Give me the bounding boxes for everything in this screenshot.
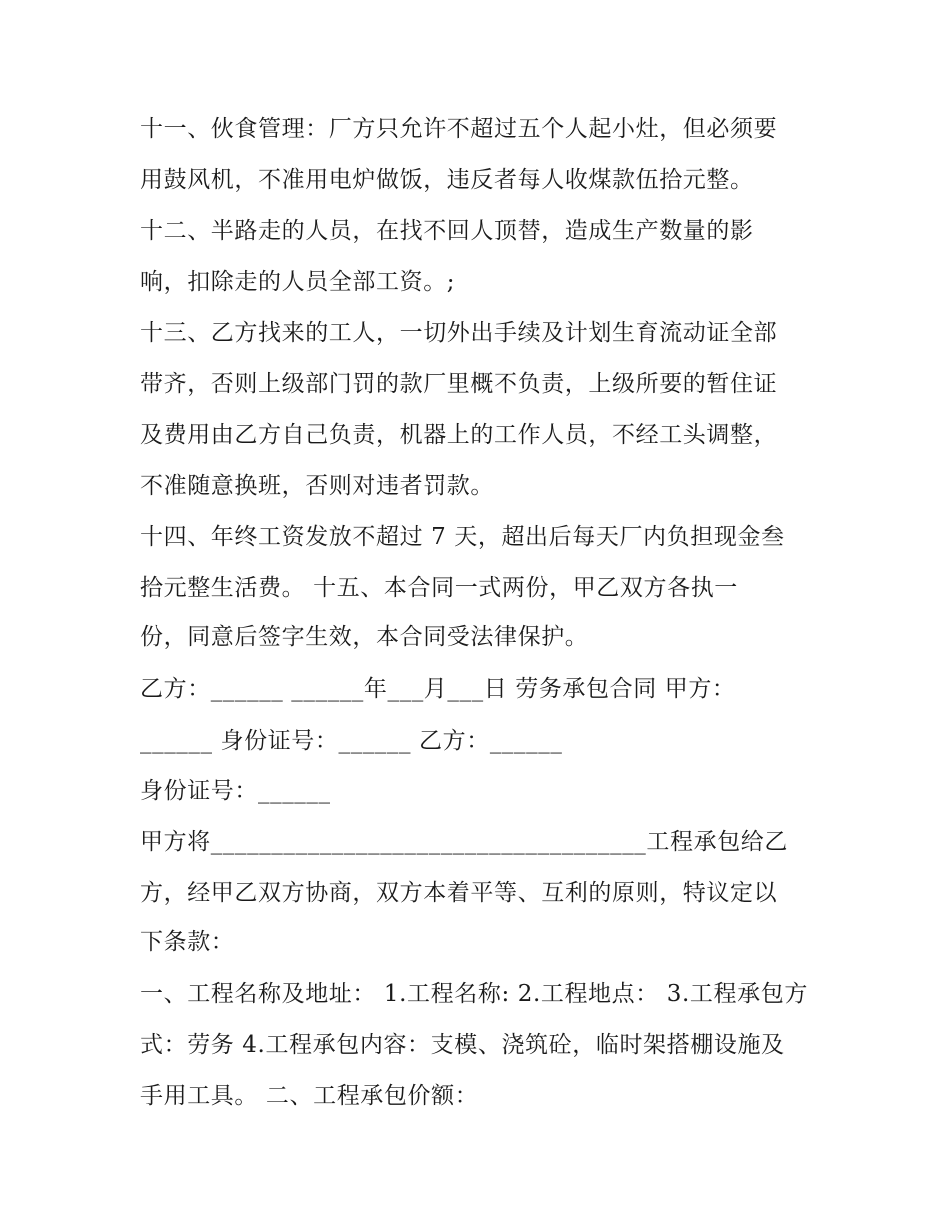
signature-line-id-number: 身份证号：______ [140,778,331,804]
text-line: 带齐，否则上级部门罚的款厂里概不负责，上级所要的暂住证 [140,371,778,397]
text-line: 方，经甲乙双方协商，双方本着平等、互利的原则，特议定以 [140,880,778,906]
text-line: 式：劳务 4.工程承包内容：支模、浇筑砼，临时架搭棚设施及 [140,1032,785,1058]
text-line-14-wages: 十四、年终工资发放不超过 7 天，超出后每天厂内负担现金叁 [140,524,785,550]
contract-intro-line: 甲方将____________________________________工程承包给乙 [140,829,788,855]
text-line: 不准随意换班，否则对违者罚款。 [140,473,494,499]
text-line-12-leaving: 十二、半路走的人员，在找不回人顶替，造成生产数量的影 [140,218,754,244]
text-line-13-workers: 十三、乙方找来的工人，一切外出手续及计划生育流动证全部 [140,320,778,346]
text-line-15-copies: 拾元整生活费。 十五、本合同一式两份，甲乙双方各执一 [140,575,738,601]
text-line: 份，同意后签字生效，本合同受法律保护。 [140,624,589,650]
signature-line-party-b: 乙方：______ ______年___月___日 劳务承包合同 甲方： [140,676,736,702]
text-line-11-meals: 十一、伙食管理：厂方只允许不超过五个人起小灶，但必须要 [140,116,778,142]
signature-line-id: ______ 身份证号：______ 乙方：______ [140,728,563,754]
text-line: 下条款： [140,929,235,955]
text-line: 用鼓风机，不准用电炉做饭，违反者每人收煤款伍拾元整。 [140,167,754,193]
clause-2-contract-price: 手用工具。 二、工程承包价额： [140,1083,479,1109]
text-line: 响，扣除走的人员全部工资。; [140,269,456,295]
clause-1-project-name: 一、工程名称及地址： 1.工程名称: 2.工程地点： 3.工程承包方 [140,981,808,1007]
text-line: 及费用由乙方自己负责，机器上的工作人员，不经工头调整， [140,422,778,448]
